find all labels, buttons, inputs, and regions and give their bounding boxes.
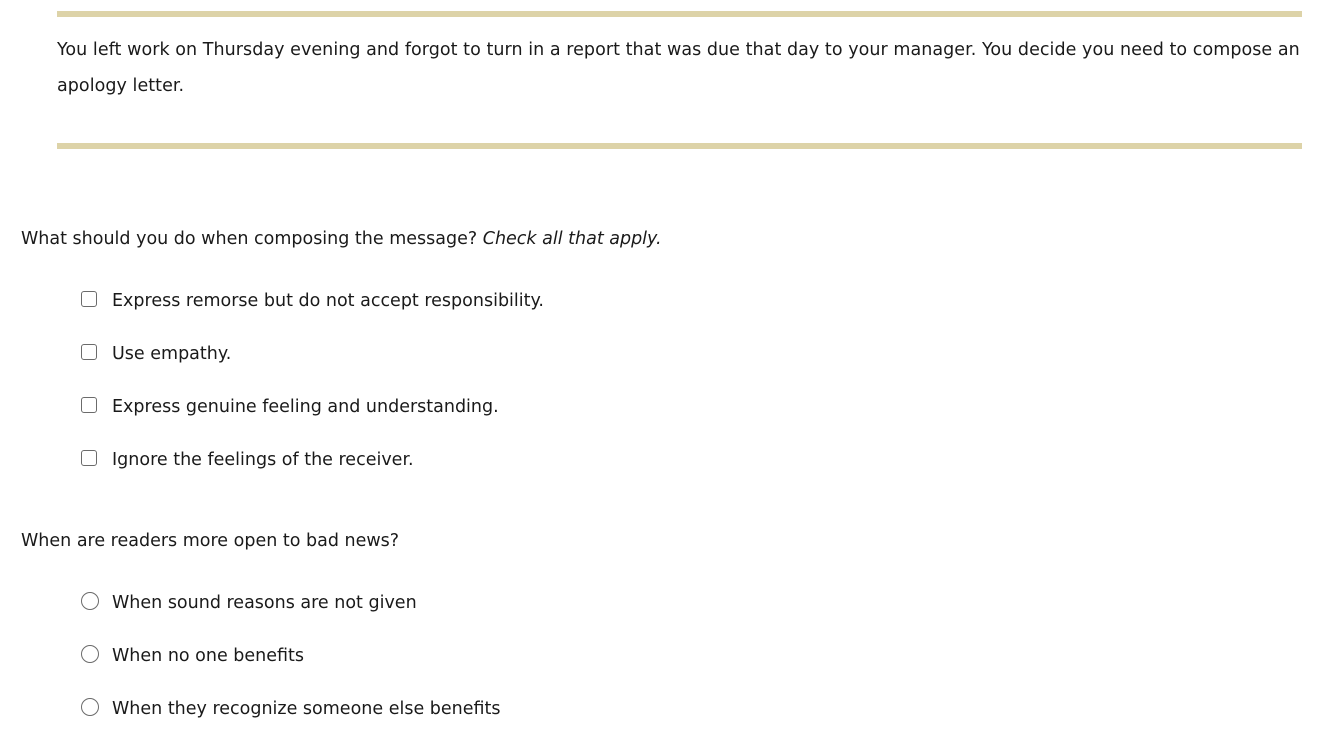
question-1-instruction: Check all that apply. bbox=[482, 229, 662, 249]
question-1-option-1[interactable] bbox=[81, 289, 544, 313]
question-2-option-3[interactable] bbox=[81, 697, 501, 721]
option-label: Use empathy. bbox=[112, 344, 232, 364]
scenario-text-container bbox=[57, 17, 1302, 143]
checkbox-icon[interactable] bbox=[81, 397, 97, 413]
scenario-box bbox=[57, 11, 1302, 149]
option-label: When no one benefits bbox=[112, 646, 305, 666]
radio-button-icon[interactable] bbox=[81, 645, 99, 663]
question-1-option-3[interactable] bbox=[81, 395, 499, 419]
question-1-option-2[interactable] bbox=[81, 342, 231, 366]
question-1-prompt bbox=[21, 228, 662, 250]
question-2-option-2[interactable] bbox=[81, 644, 304, 668]
scenario-bottom-rule bbox=[57, 143, 1302, 149]
question-1-option-4[interactable] bbox=[81, 448, 414, 472]
checkbox-icon[interactable] bbox=[81, 450, 97, 466]
scenario-text: You left work on Thursday evening and forgot to turn in a report that was due that day to your manager. You decide you need to compose an apology letter. bbox=[57, 40, 1300, 96]
option-label: Express genuine feeling and understanding. bbox=[112, 397, 499, 417]
option-label: Ignore the feelings of the receiver. bbox=[112, 450, 414, 470]
radio-button-icon[interactable] bbox=[81, 698, 99, 716]
option-label: Express remorse but do not accept responsibility. bbox=[112, 291, 544, 311]
option-label: When they recognize someone else benefits bbox=[112, 699, 501, 719]
question-1-text: What should you do when composing the message? bbox=[21, 229, 478, 249]
option-label: When sound reasons are not given bbox=[112, 593, 417, 613]
checkbox-icon[interactable] bbox=[81, 291, 97, 307]
radio-button-icon[interactable] bbox=[81, 592, 99, 610]
question-2-option-1[interactable] bbox=[81, 591, 417, 615]
checkbox-icon[interactable] bbox=[81, 344, 97, 360]
question-2-prompt: When are readers more open to bad news? bbox=[21, 531, 400, 551]
